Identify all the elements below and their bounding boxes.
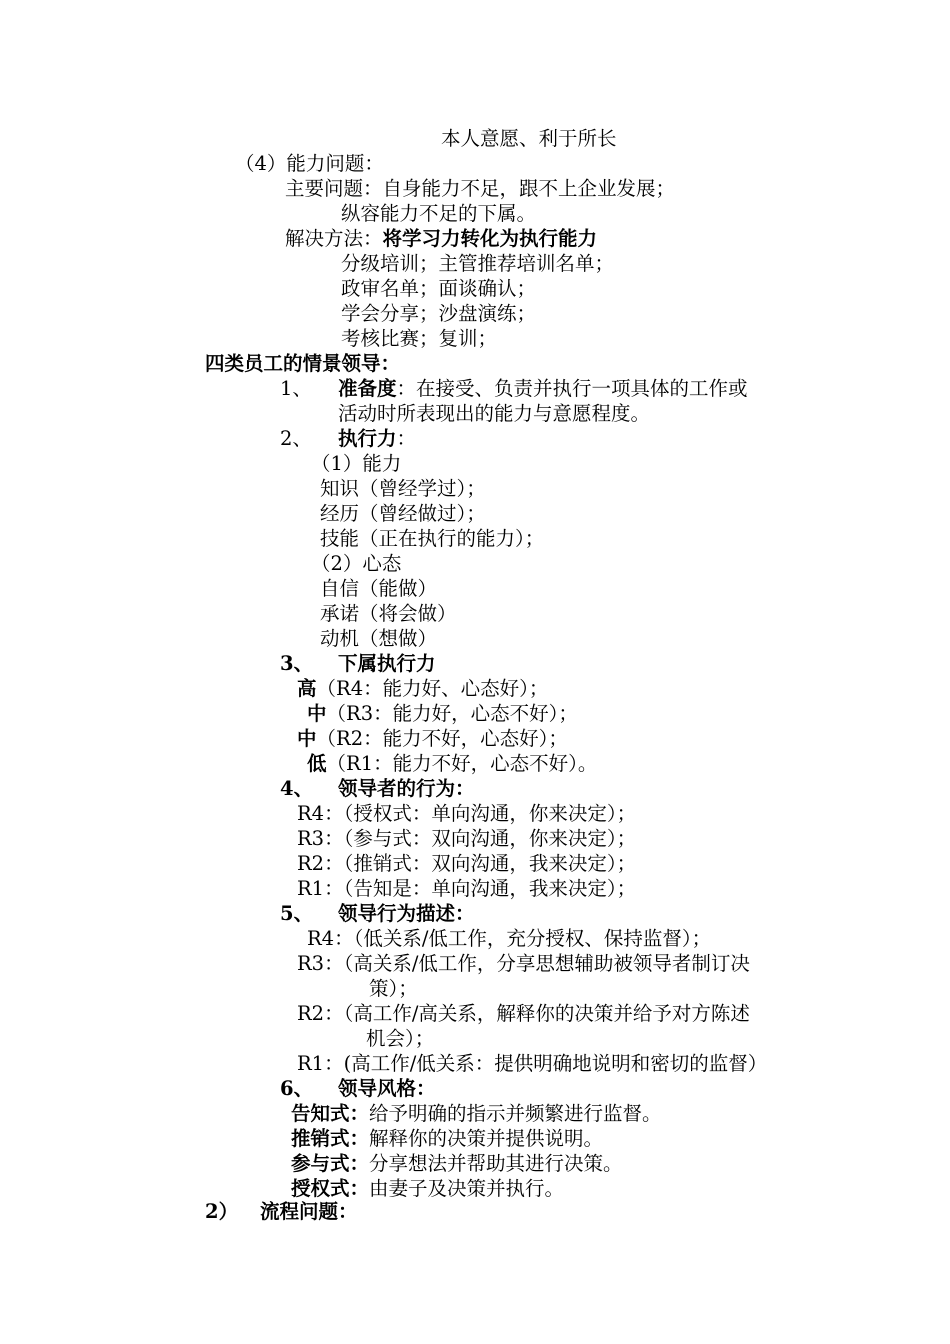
s6-style: 告知式：给予明确的指示并频繁进行监督。 <box>291 1102 662 1125</box>
method-item: 分级培训；主管推荐培训名单； <box>341 252 615 275</box>
s1-number: 1、 <box>280 377 312 400</box>
method-item: 考核比赛；复训； <box>341 327 498 350</box>
s2-ability-item: 知识（曾经学过）； <box>320 477 486 500</box>
ability-solution-line <box>285 226 597 251</box>
s3-title: 下属执行力 <box>338 652 436 675</box>
ability-problem-line-2: 纵容能力不足的下属。 <box>341 202 537 225</box>
s3-level: 高（R4：能力好、心态好）； <box>297 677 549 700</box>
s4-item: R4：（授权式：单向沟通，你来决定）； <box>297 802 637 825</box>
s6-number: 6、 <box>280 1077 314 1100</box>
s2-heading: 执行力： <box>338 427 417 450</box>
method-item: 政审名单；面谈确认； <box>341 277 537 300</box>
s1-term: 准备度 <box>338 377 397 400</box>
ability-problem-line <box>285 176 675 201</box>
s2-ability-item: 经历（曾经做过）； <box>320 502 486 525</box>
solution-bold: 将学习力转化为执行能力 <box>382 227 598 250</box>
s2-ability-item: 技能（正在执行的能力）； <box>320 527 545 550</box>
footer-number: 2） <box>205 1200 239 1223</box>
s2-term: 执行力 <box>338 427 397 450</box>
section-title: 四类员工的情景领导： <box>205 352 401 375</box>
s1-line-1 <box>338 376 748 401</box>
s2-mindset-item: 动机（想做） <box>320 627 438 650</box>
solution-label: 解决方法： <box>285 227 383 250</box>
s5-r3-line-1: R3：（高关系/低工作，分享思想辅助被领导者制订决 <box>297 952 750 975</box>
s2-number: 2、 <box>280 427 312 450</box>
s1-line-2: 活动时所表现出的能力与意愿程度。 <box>338 402 651 425</box>
s2-ability-label: （1）能力 <box>311 452 402 475</box>
s4-item: R3：（参与式：双向沟通，你来决定）； <box>297 827 637 850</box>
s5-r1: R1：(高工作/低关系：提供明确地说明和密切的监督） <box>297 1052 768 1075</box>
s3-level: 低（R1：能力不好，心态不好）。 <box>307 752 598 775</box>
s4-item: R2：（推销式：双向沟通，我来决定）； <box>297 852 637 875</box>
s4-number: 4、 <box>280 777 314 800</box>
problem-text-1: 自身能力不足，跟不上企业发展； <box>382 177 676 200</box>
s1-text-1: ：在接受、负责并执行一项具体的工作或 <box>396 377 748 400</box>
s5-r3-line-2: 策）； <box>369 977 418 1000</box>
s2-mindset-label: （2）心态 <box>311 552 402 575</box>
s6-style: 授权式：由妻子及决策并执行。 <box>291 1177 565 1200</box>
problem-label: 主要问题： <box>285 177 383 200</box>
s3-level: 中（R2：能力不好，心态好）； <box>297 727 568 750</box>
s6-style: 推销式：解释你的决策并提供说明。 <box>291 1127 604 1150</box>
s5-number: 5、 <box>280 902 314 925</box>
s3-number: 3、 <box>280 652 314 675</box>
s5-r4: R4：（低关系/低工作，充分授权、保持监督）； <box>307 927 712 950</box>
s5-r2-line-1: R2：（高工作/高关系，解释你的决策并给予对方陈述 <box>297 1002 750 1025</box>
s2-mindset-item: 承诺（将会做） <box>320 602 457 625</box>
s3-level: 中（R3：能力好，心态不好）； <box>307 702 578 725</box>
ability-heading: （4）能力问题： <box>235 152 384 175</box>
method-item: 学会分享；沙盘演练； <box>341 302 537 325</box>
top-center-line: 本人意愿、利于所长 <box>441 127 617 150</box>
s5-r2-line-2: 机会）； <box>366 1027 435 1050</box>
s4-item: R1：（告知是：单向沟通，我来决定）； <box>297 877 637 900</box>
s2-mindset-item: 自信（能做） <box>320 577 438 600</box>
s6-style: 参与式：分享想法并帮助其进行决策。 <box>291 1152 623 1175</box>
s5-title: 领导行为描述： <box>338 902 475 925</box>
s6-title: 领导风格： <box>338 1077 436 1100</box>
footer-title: 流程问题： <box>260 1200 358 1223</box>
s4-title: 领导者的行为： <box>338 777 475 800</box>
